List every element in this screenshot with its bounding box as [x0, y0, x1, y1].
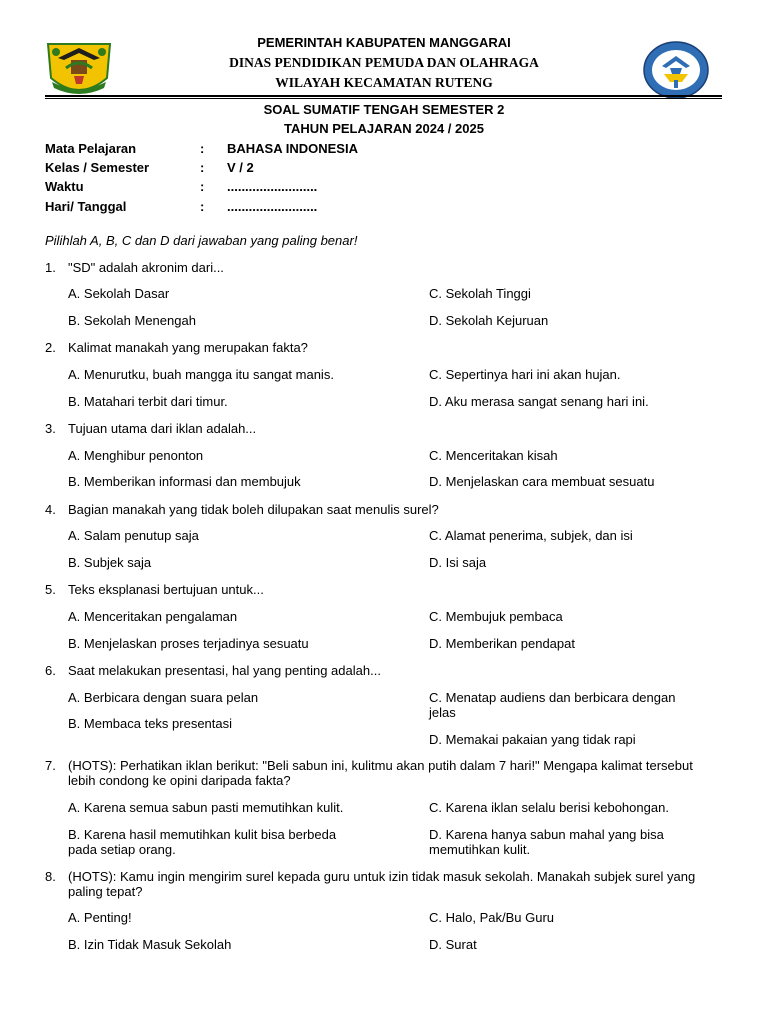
question-text: Saat melakukan presentasi, hal yang penting adalah...: [68, 663, 381, 678]
exam-title: SOAL SUMATIF TENGAH SEMESTER 2: [263, 102, 505, 117]
option-d: D. Memakai pakaian yang tidak rapi: [429, 732, 636, 747]
option-b: B. Menjelaskan proses terjadinya sesuatu: [68, 636, 309, 651]
option-a: A. Sekolah Dasar: [68, 286, 170, 301]
option-b: B. Matahari terbit dari timur.: [68, 394, 228, 409]
option-c: C. Sekolah Tinggi: [429, 286, 531, 301]
option-d: D. Sekolah Kejuruan: [429, 313, 549, 328]
header-rule-thin: [45, 98, 722, 99]
option-c: C. Alamat penerima, subjek, dan isi: [429, 528, 633, 543]
option-c: C. Menceritakan kisah: [429, 448, 558, 463]
header-government: PEMERINTAH KABUPATEN MANGGARAI: [257, 35, 511, 50]
option-d: D. Memberikan pendapat: [429, 636, 575, 651]
question-number: 7.: [45, 758, 56, 773]
header-rule-thick: [45, 95, 722, 97]
question-number: 6.: [45, 663, 56, 678]
option-c: C. Halo, Pak/Bu Guru: [429, 910, 554, 925]
academic-year: TAHUN PELAJARAN 2024 / 2025: [284, 121, 484, 136]
question-number: 2.: [45, 340, 56, 355]
question-text: Teks eksplanasi bertujuan untuk...: [68, 582, 264, 597]
question-text: Bagian manakah yang tidak boleh dilupakan saat menulis surel?: [68, 502, 439, 517]
option-d: D. Aku merasa sangat senang hari ini.: [429, 394, 649, 409]
info-colon: :: [200, 179, 205, 194]
option-b: B. Memberikan informasi dan membujuk: [68, 474, 301, 489]
option-d: D. Menjelaskan cara membuat sesuatu: [429, 474, 655, 489]
option-b: B. Subjek saja: [68, 555, 152, 570]
header-department: DINAS PENDIDIKAN PEMUDA DAN OLAHRAGA: [229, 55, 539, 70]
info-value: .........................: [227, 199, 318, 214]
option-a: A. Berbicara dengan suara pelan: [68, 690, 259, 705]
info-label: Kelas / Semester: [45, 160, 150, 175]
option-d: D. Isi saja: [429, 555, 487, 570]
option-b: B. Karena hasil memutihkan kulit bisa berbeda pada setiap orang.: [68, 827, 337, 857]
info-value: BAHASA INDONESIA: [227, 141, 358, 156]
option-a: A. Menurutku, buah mangga itu sangat manis.: [68, 367, 334, 382]
info-label: Hari/ Tanggal: [45, 199, 127, 214]
option-a: A. Salam penutup saja: [68, 528, 199, 543]
option-a: A. Penting!: [68, 910, 132, 925]
header-region: WILAYAH KECAMATAN RUTENG: [275, 75, 493, 90]
option-a: A. Menghibur penonton: [68, 448, 204, 463]
info-value: V / 2: [227, 160, 254, 175]
info-label: Mata Pelajaran: [45, 141, 137, 156]
info-colon: :: [200, 160, 205, 175]
question-number: 4.: [45, 502, 56, 517]
option-c: C. Membujuk pembaca: [429, 609, 563, 624]
question-text: Tujuan utama dari iklan adalah...: [68, 421, 257, 436]
option-b: B. Membaca teks presentasi: [68, 716, 233, 731]
option-d: D. Surat: [429, 937, 477, 952]
question-text: "SD" adalah akronim dari...: [68, 260, 224, 275]
option-b: B. Sekolah Menengah: [68, 313, 196, 328]
option-a: A. Karena semua sabun pasti memutihkan kulit.: [68, 800, 344, 815]
option-c: C. Karena iklan selalu berisi kebohongan.: [429, 800, 669, 815]
option-a: A. Menceritakan pengalaman: [68, 609, 238, 624]
question-text: (HOTS): Kamu ingin mengirim surel kepada guru untuk izin tidak masuk sekolah. Manakah subjek surel yang paling tepat?: [68, 869, 696, 899]
question-number: 8.: [45, 869, 56, 884]
option-b: B. Izin Tidak Masuk Sekolah: [68, 937, 232, 952]
option-d: D. Karena hanya sabun mahal yang bisa memutihkan kulit.: [429, 827, 664, 857]
question-number: 1.: [45, 260, 56, 275]
instruction-text: Pilihlah A, B, C dan D dari jawaban yang paling benar!: [45, 233, 358, 248]
info-value: .........................: [227, 179, 318, 194]
question-text: (HOTS): Perhatikan iklan berikut: "Beli sabun ini, kulitmu akan putih dalam 7 hari!" Mengapa kalimat tersebut lebih condong ke opini daripada fakta?: [68, 758, 693, 788]
question-number: 5.: [45, 582, 56, 597]
info-label: Waktu: [45, 179, 84, 194]
option-c: C. Sepertinya hari ini akan hujan.: [429, 367, 621, 382]
info-colon: :: [200, 141, 205, 156]
question-number: 3.: [45, 421, 56, 436]
option-c: C. Menatap audiens dan berbicara dengan jelas: [429, 690, 676, 720]
question-text: Kalimat manakah yang merupakan fakta?: [68, 340, 308, 355]
info-colon: :: [200, 199, 205, 214]
